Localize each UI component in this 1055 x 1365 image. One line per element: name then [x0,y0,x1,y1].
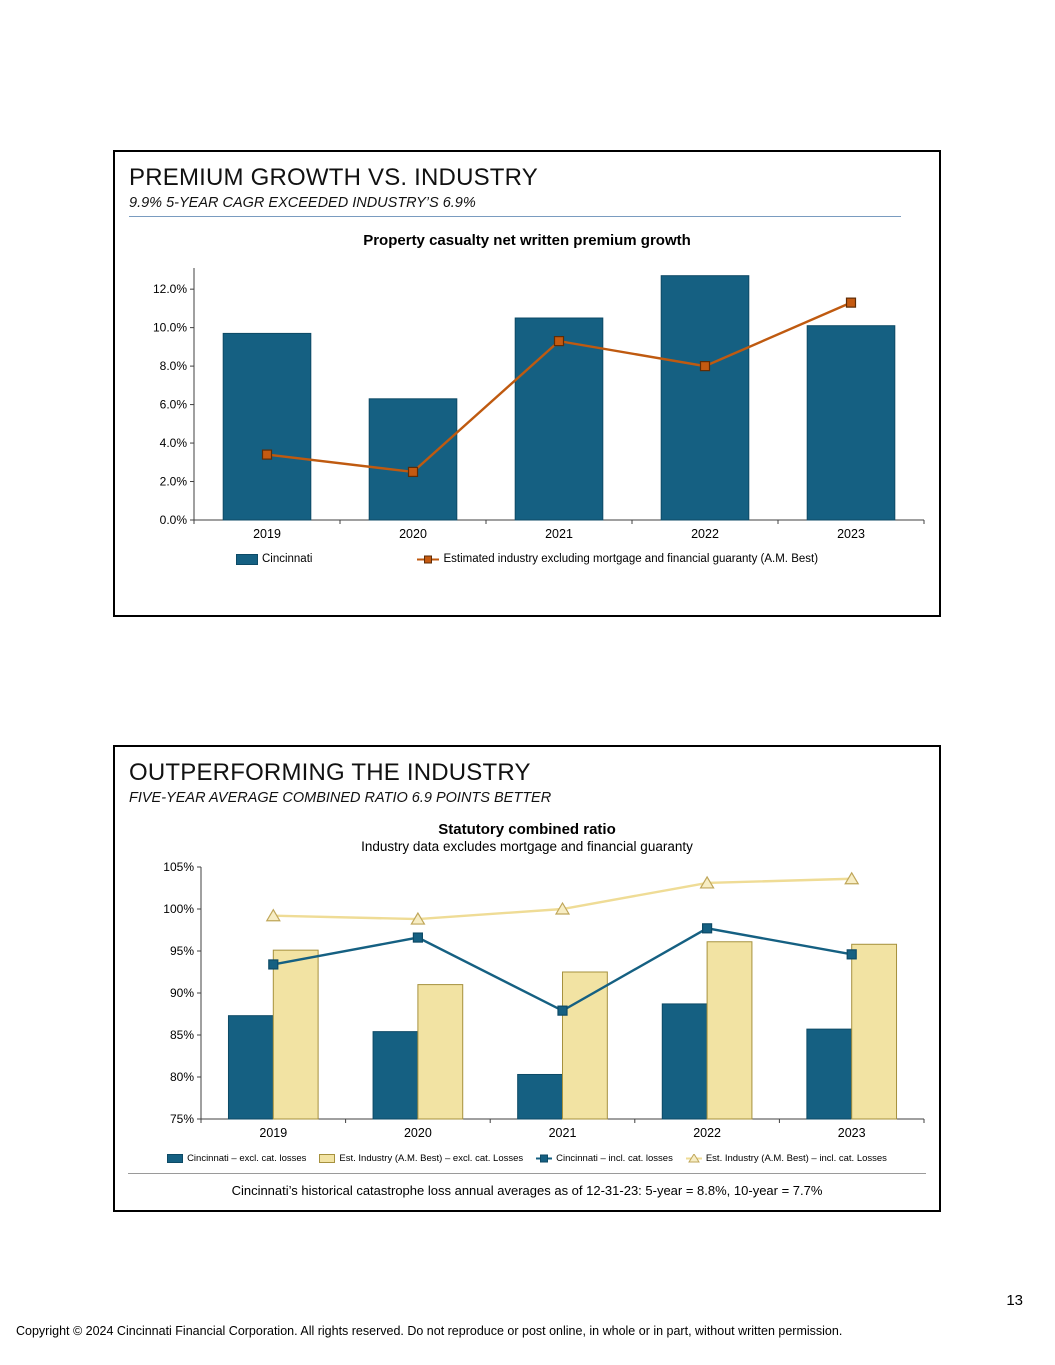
square-marker-icon [847,298,856,307]
y-tick-label: 6.0% [159,397,187,412]
panel-title: PREMIUM GROWTH VS. INDUSTRY [129,164,538,191]
y-tick-label: 2.0% [159,474,187,489]
square-marker-icon [555,337,564,346]
x-tick-label: 2021 [545,527,573,541]
y-tick-label: 0.0% [159,513,187,527]
premium-growth-panel [113,150,941,617]
y-tick-label: 8.0% [159,359,187,374]
bar-segment [852,944,897,1119]
y-tick-label: 75% [169,1112,194,1126]
x-tick-label: 2020 [399,527,427,541]
square-marker-icon [703,924,712,933]
bar-segment [563,972,608,1119]
legend-label: Estimated industry excluding mortgage and financial guaranty (A.M. Best) [443,553,819,565]
legend-item [319,1153,523,1164]
bar-segment [228,1016,273,1119]
y-tick-label: 105% [163,860,194,874]
x-tick-label: 2023 [837,527,865,541]
legend-item [536,1153,673,1164]
combined-ratio-chart [129,859,939,1151]
chart2-subtitle: Industry data excludes mortgage and financial guaranty [361,839,693,854]
subtitle-underline [129,216,901,217]
bar-segment [418,985,463,1119]
chart2-legend [129,1153,925,1164]
square-marker-icon [269,960,278,969]
copyright-footer: Copyright © 2024 Cincinnati Financial Corporation. All rights reserved. Do not reproduce or post online, in whole or in part, without written permission. [16,1324,843,1338]
chart2-title: Statutory combined ratio [438,821,616,838]
bar-segment [373,1032,418,1119]
y-tick-label: 4.0% [159,436,187,451]
bar-segment [807,326,895,520]
legend-item [417,553,818,565]
legend-item [167,1153,306,1164]
bar-segment [518,1074,563,1119]
panel-subtitle: 9.9% 5-YEAR CAGR EXCEEDED INDUSTRY’S 6.9% [129,195,476,211]
y-tick-label: 90% [169,986,194,1000]
panel-title: OUTPERFORMING THE INDUSTRY [129,759,531,786]
square-marker-icon [409,467,418,476]
legend-line-swatch-icon [536,1154,552,1163]
page-number: 13 [1006,1292,1023,1309]
y-tick-label: 80% [169,1070,194,1084]
bar-segment [707,942,752,1119]
square-marker-icon [413,933,422,942]
y-tick-label: 10.0% [152,320,187,335]
bar-segment [515,318,603,520]
legend-label: Cincinnati – excl. cat. losses [187,1153,307,1164]
catastrophe-note: Cincinnati’s historical catastrophe loss annual averages as of 12-31-23: 5-year = 8.8%, 10-year = 7.7% [128,1173,926,1205]
square-marker-icon [263,450,272,459]
legend-line-swatch-icon [417,554,439,565]
legend-label: Cincinnati [261,553,313,565]
x-tick-label: 2022 [693,1126,722,1140]
legend-label: Cincinnati – incl. cat. losses [556,1153,673,1164]
y-tick-label: 95% [169,944,194,958]
legend-label: Est. Industry (A.M. Best) – excl. cat. Losses [339,1153,524,1164]
y-tick-label: 12.0% [152,282,187,297]
combined-ratio-panel [113,745,941,1212]
bar-segment [223,333,311,520]
bar-segment [273,950,318,1119]
legend-item [236,553,313,565]
panel-subtitle: FIVE-YEAR AVERAGE COMBINED RATIO 6.9 POINTS BETTER [129,790,552,806]
x-tick-label: 2023 [837,1126,866,1140]
legend-label: Est. Industry (A.M. Best) – incl. cat. Losses [705,1153,887,1164]
bar-segment [661,276,749,520]
y-tick-label: 85% [169,1028,194,1042]
bar-segment [807,1029,852,1119]
y-tick-label: 100% [163,902,194,916]
chart1-title: Property casualty net written premium growth [363,232,691,249]
bar-segment [369,399,457,520]
legend-bar-swatch-icon [319,1154,335,1163]
x-tick-label: 2019 [253,527,281,541]
square-marker-icon [558,1006,567,1015]
chart1-legend [129,553,925,565]
x-tick-label: 2020 [403,1126,432,1140]
x-tick-label: 2019 [259,1126,288,1140]
legend-item [686,1153,887,1164]
legend-bar-swatch-icon [236,554,258,565]
square-marker-icon [847,950,856,959]
x-tick-label: 2022 [691,527,719,541]
premium-growth-chart [129,254,939,549]
square-marker-icon [701,362,710,371]
x-tick-label: 2021 [548,1126,577,1140]
bar-segment [662,1004,707,1119]
legend-line-swatch-icon [686,1154,702,1163]
legend-bar-swatch-icon [167,1154,183,1163]
